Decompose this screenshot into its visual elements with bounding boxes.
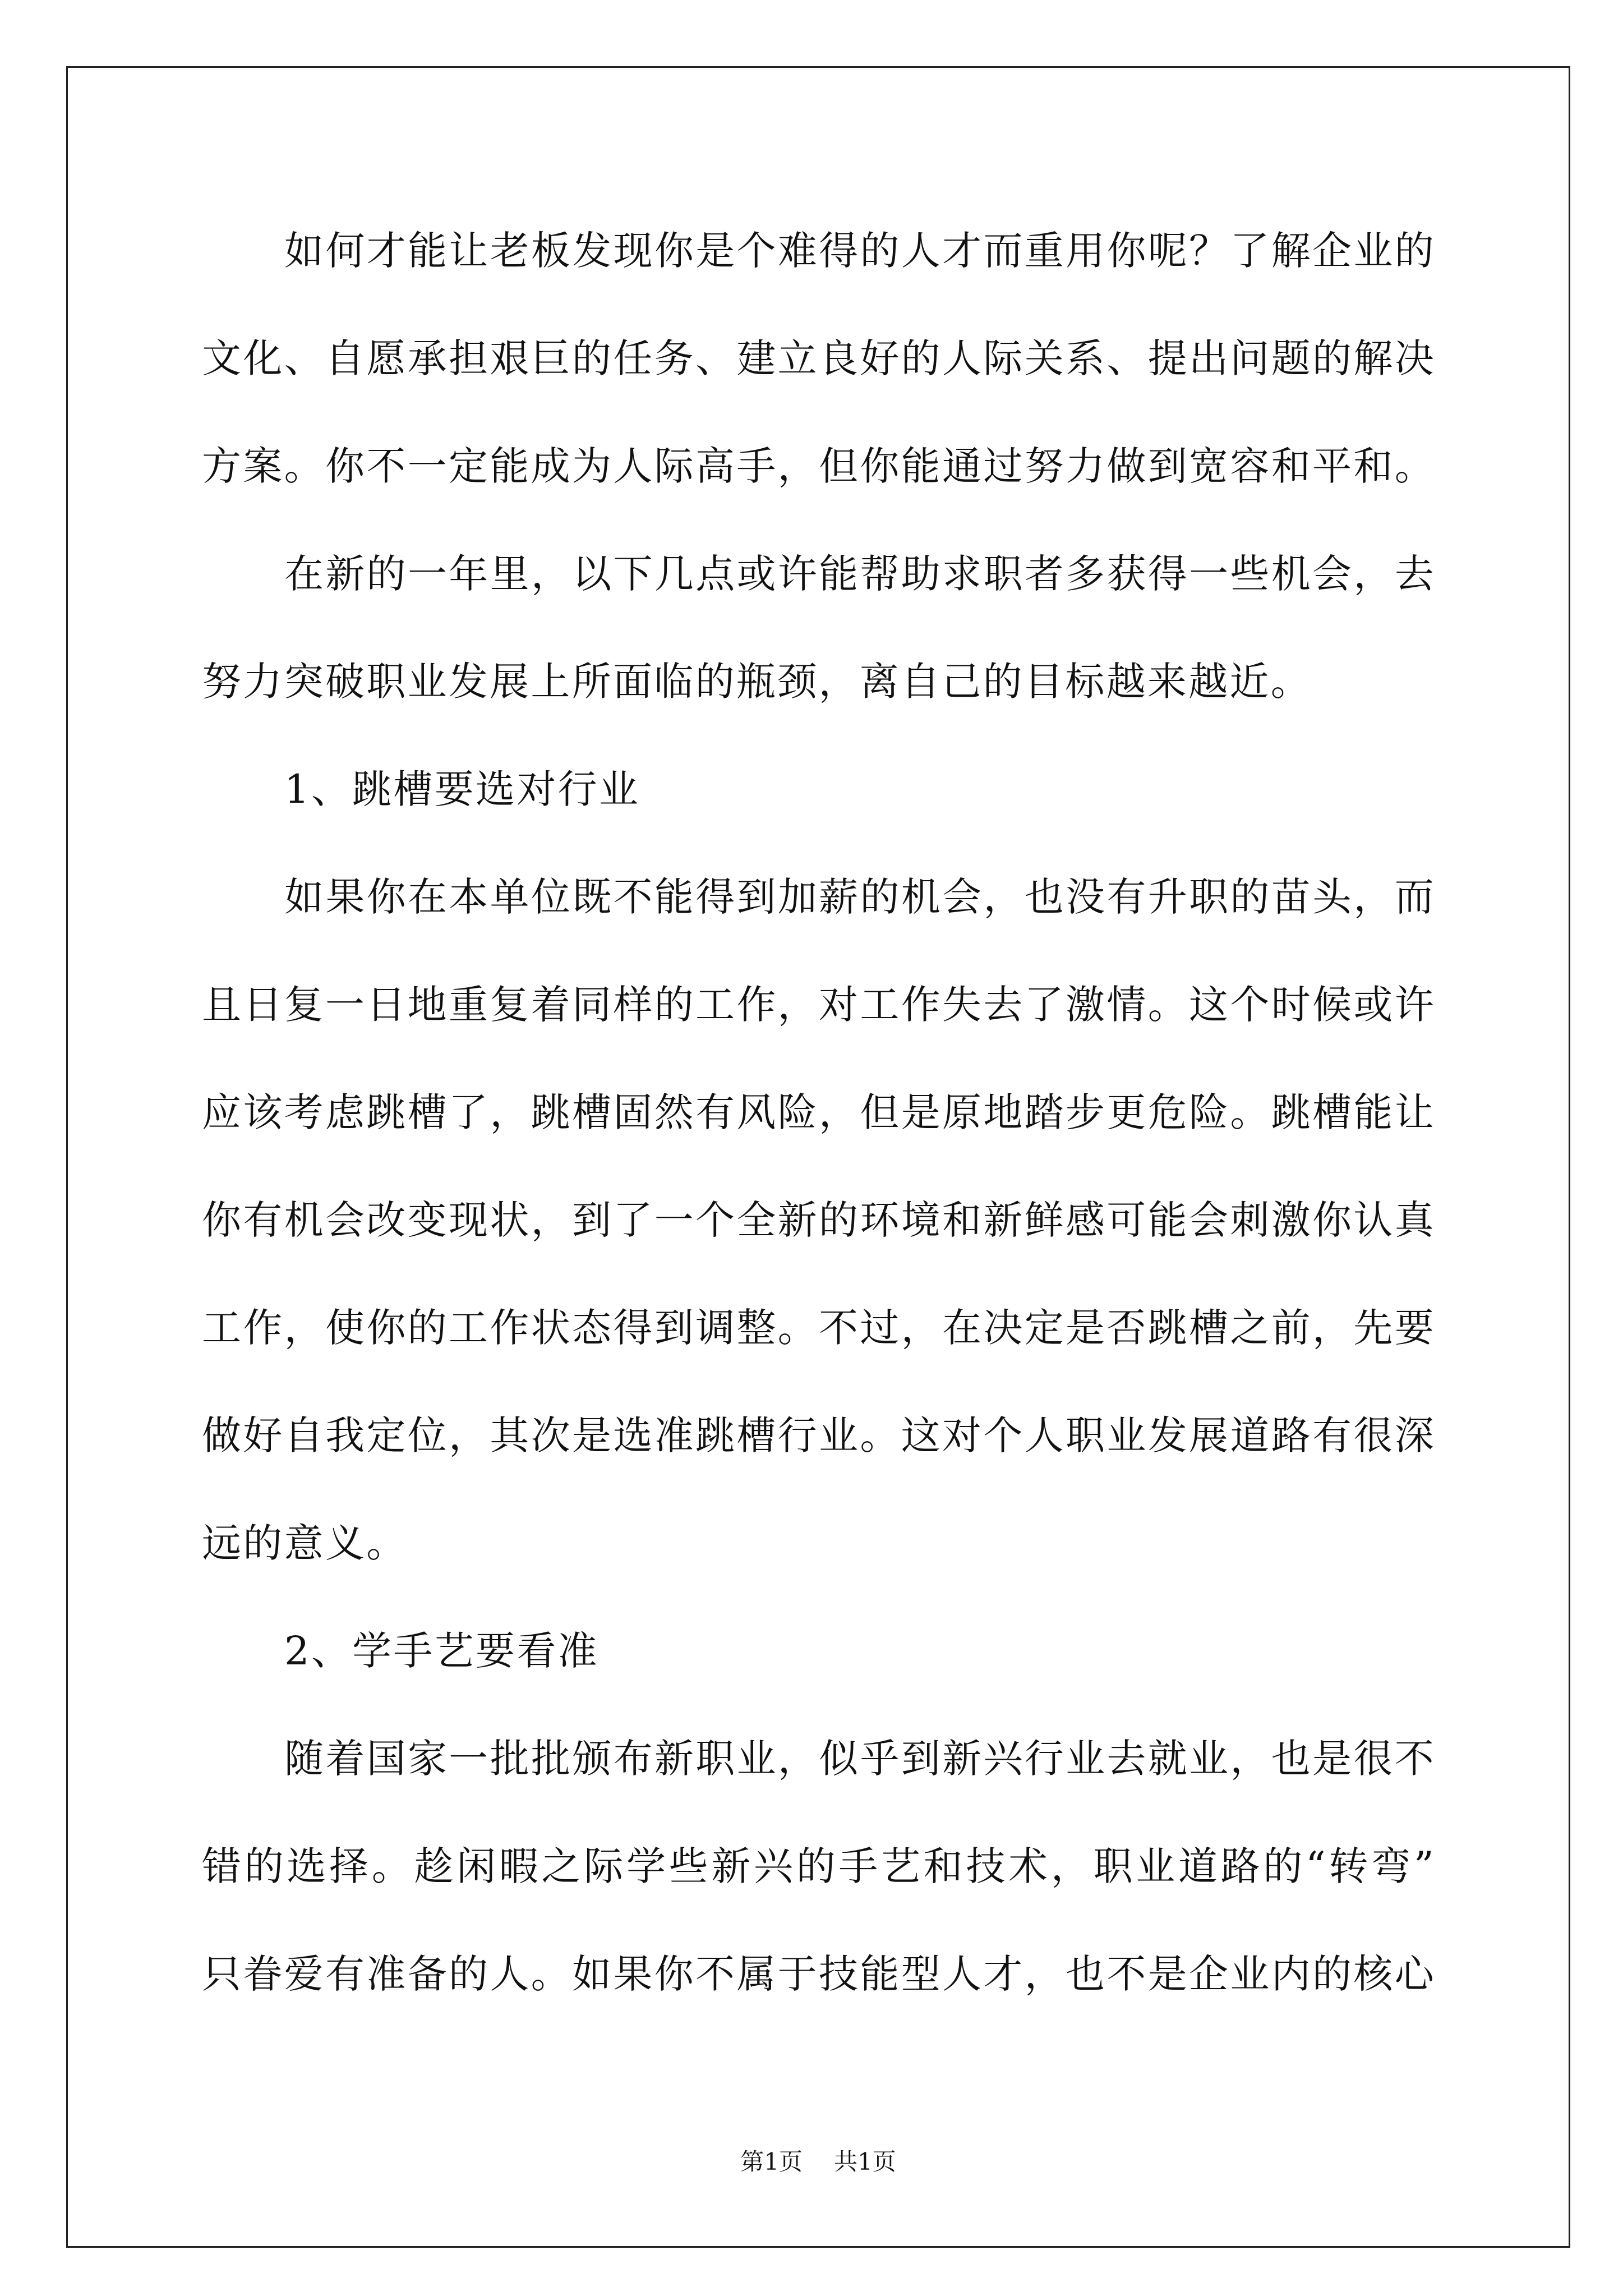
text-line: 做好自我定位，其次是选准跳槽行业。这对个人职业发展道路有很深 bbox=[202, 1412, 1436, 1458]
paragraph-intro bbox=[202, 197, 1436, 520]
text-line: 方案。你不一定能成为人际高手，但你能通过努力做到宽容和平和。 bbox=[202, 443, 1436, 489]
text-line: 工作，使你的工作状态得到调整。不过，在决定是否跳槽之前，先要 bbox=[202, 1305, 1436, 1351]
paragraph-learn-skills bbox=[202, 1705, 1436, 2028]
text-line: 错的选择。趁闲暇之际学些新兴的手艺和技术，职业道路的“转弯” bbox=[202, 1843, 1436, 1889]
page-total-label: 共1页 bbox=[834, 2148, 896, 2175]
text-line: 远的意义。 bbox=[202, 1520, 408, 1566]
document-body bbox=[202, 197, 1436, 2028]
text-line: 只眷爱有准备的人。如果你不属于技能型人才，也不是企业内的核心 bbox=[202, 1951, 1436, 1997]
text-line: 你有机会改变现状，到了一个全新的环境和新鲜感可能会刺激你认真 bbox=[202, 1197, 1436, 1243]
text-line: 文化、自愿承担艰巨的任务、建立良好的人际关系、提出问题的解决 bbox=[202, 335, 1436, 381]
paragraph-new-year bbox=[202, 520, 1436, 735]
page-number-label: 第1页 bbox=[740, 2148, 803, 2175]
text-line: 在新的一年里，以下几点或许能帮助求职者多获得一些机会，去 bbox=[284, 551, 1436, 597]
section-heading: 2、学手艺要看准 bbox=[284, 1628, 599, 1674]
text-line: 如果你在本单位既不能得到加薪的机会，也没有升职的苗头，而 bbox=[284, 874, 1436, 920]
text-line: 如何才能让老板发现你是个难得的人才而重用你呢？了解企业的 bbox=[284, 228, 1436, 274]
section-heading-1 bbox=[202, 735, 1436, 843]
text-line: 应该考虑跳槽了，跳槽固然有风险，但是原地踏步更危险。跳槽能让 bbox=[202, 1089, 1436, 1135]
page-footer bbox=[0, 2145, 1623, 2179]
text-line: 努力突破职业发展上所面临的瓶颈，离自己的目标越来越近。 bbox=[202, 659, 1312, 705]
section-heading: 1、跳槽要选对行业 bbox=[284, 766, 640, 812]
section-heading-2 bbox=[202, 1597, 1436, 1705]
paragraph-job-hopping bbox=[202, 843, 1436, 1597]
text-line: 随着国家一批批颁布新职业，似乎到新兴行业去就业，也是很不 bbox=[284, 1736, 1436, 1782]
text-line: 且日复一日地重复着同样的工作，对工作失去了激情。这个时候或许 bbox=[202, 982, 1436, 1028]
